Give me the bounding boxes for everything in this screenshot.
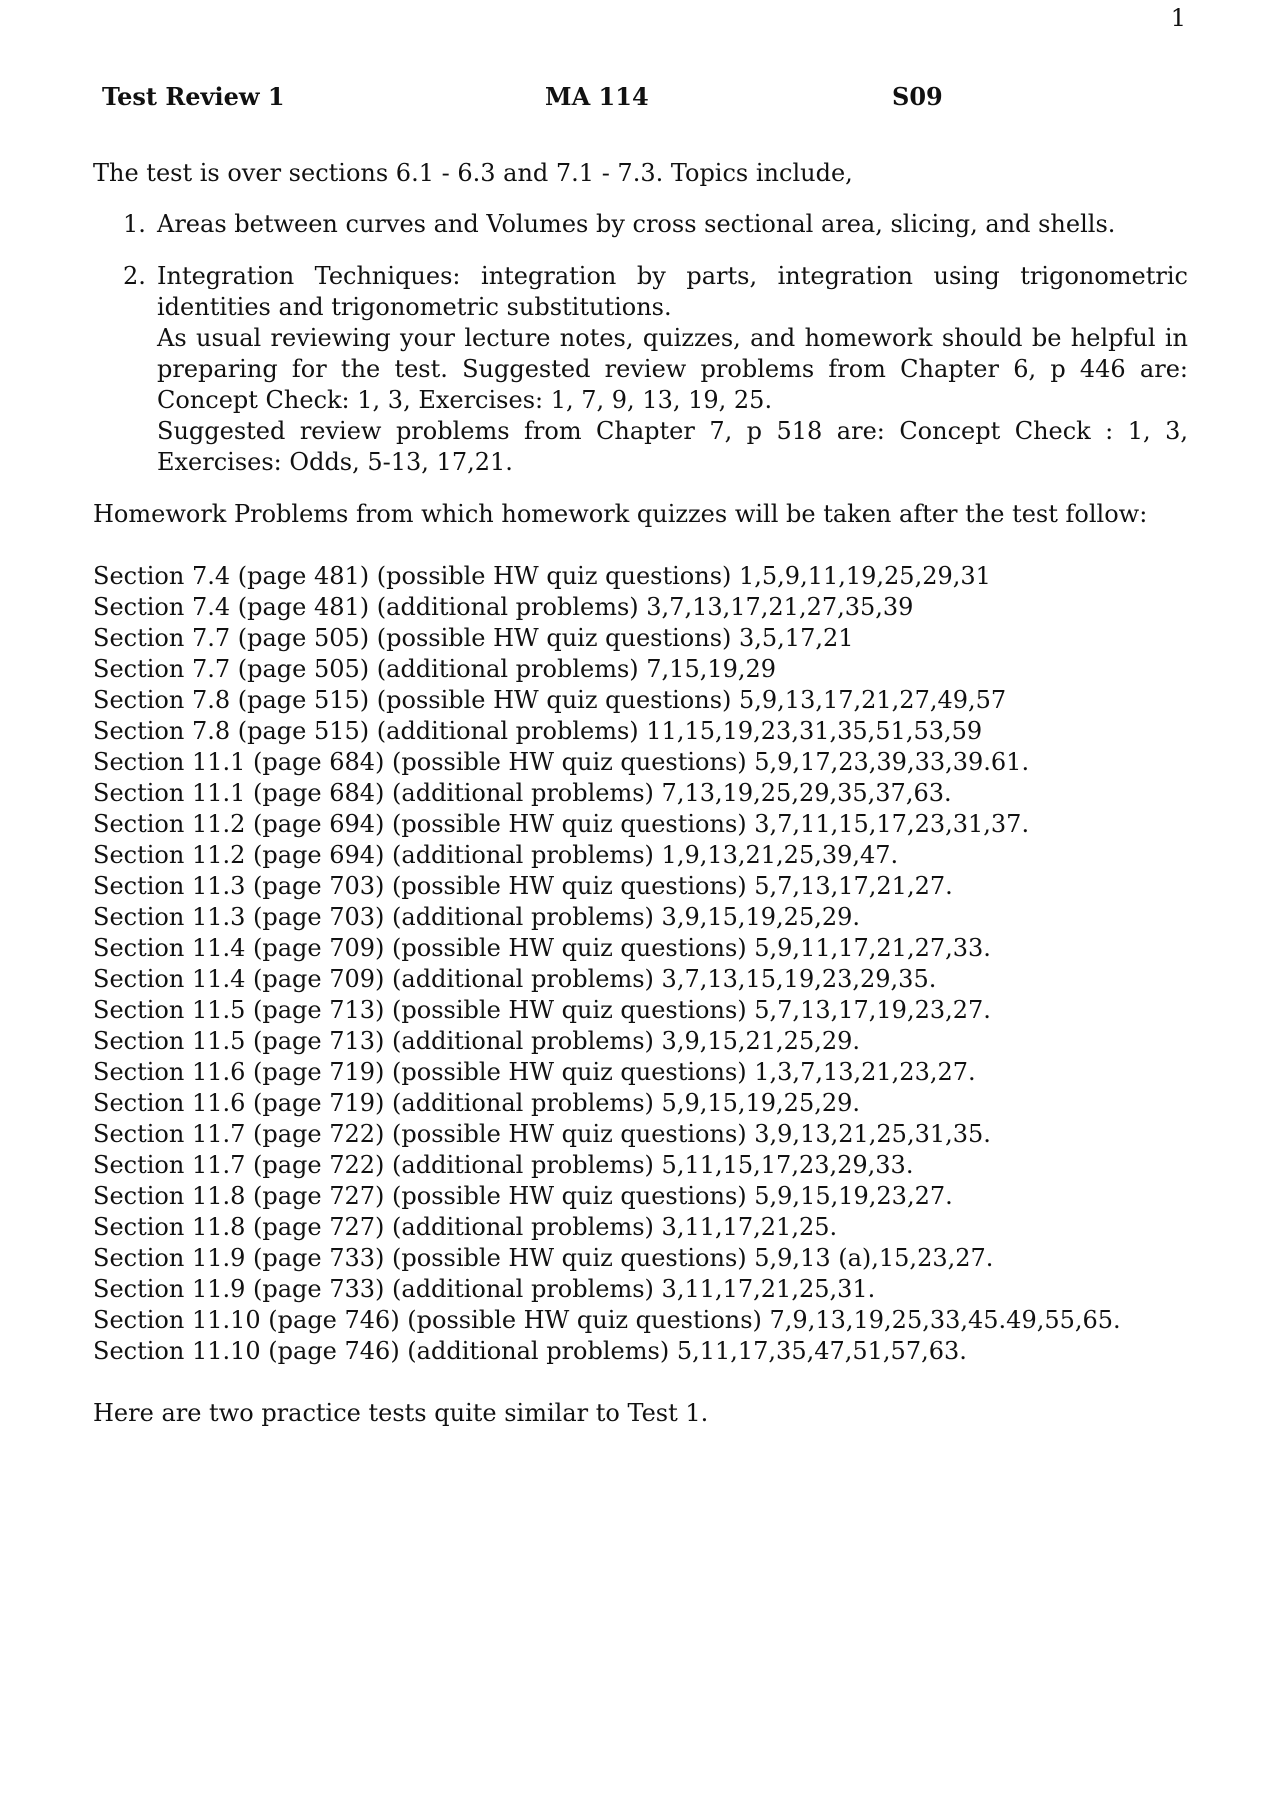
homework-intro: Homework Problems from which homework quizzes will be taken after the test follow: [93,500,1148,528]
topic-paragraph: Suggested review problems from Chapter 7, p 518 are: Concept Check : 1, 3, Exercises: Odds, 5-13, 17,21. [157,417,1188,476]
topic-number: 1. [123,210,146,238]
homework-line: Section 11.2 (page 694) (additional problems) 1,9,13,21,25,39,47. [93,841,899,869]
homework-line: Section 11.6 (page 719) (possible HW quiz questions) 1,3,7,13,21,23,27. [93,1058,976,1086]
homework-line: Section 11.3 (page 703) (possible HW quiz questions) 5,7,13,17,21,27. [93,872,953,900]
topic-paragraph: Integration Techniques: integration by parts, integration using trigonometric identities and trigonometric substitutions. [157,262,1188,321]
homework-line: Section 11.1 (page 684) (possible HW quiz questions) 5,9,17,23,39,33,39.61. [93,748,1030,776]
topic-number: 2. [123,262,146,290]
closing-paragraph: Here are two practice tests quite similar to Test 1. [93,1399,709,1427]
topic-item [93,209,1188,240]
course-code: MA 114 [545,82,649,111]
homework-line: Section 7.8 (page 515) (additional problems) 11,15,19,23,31,35,51,53,59 [93,717,983,745]
document-body [93,158,1188,1453]
homework-line: Section 11.8 (page 727) (possible HW quiz questions) 5,9,15,19,23,27. [93,1182,953,1210]
homework-line: Section 11.9 (page 733) (possible HW quiz questions) 5,9,13 (a),15,23,27. [93,1244,994,1272]
homework-line: Section 11.10 (page 746) (possible HW quiz questions) 7,9,13,19,25,33,45.49,55,65. [93,1306,1121,1334]
homework-line: Section 11.2 (page 694) (possible HW quiz questions) 3,7,11,15,17,23,31,37. [93,810,1030,838]
homework-line: Section 11.4 (page 709) (possible HW quiz questions) 5,9,11,17,21,27,33. [93,934,991,962]
homework-line: Section 11.3 (page 703) (additional problems) 3,9,15,19,25,29. [93,903,861,931]
homework-line: Section 7.4 (page 481) (additional problems) 3,7,13,17,21,27,35,39 [93,593,914,621]
homework-list [93,561,1188,1367]
topic-paragraph: As usual reviewing your lecture notes, quizzes, and homework should be helpful in preparing for the test. Suggested review problems from Chapter 6, p 446 are: Concept Check: 1, 3, Exercises: 1, 7, 9, 13, 19, 25. [157,324,1188,414]
homework-line: Section 11.4 (page 709) (additional problems) 3,7,13,15,19,23,29,35. [93,965,937,993]
homework-line: Section 7.4 (page 481) (possible HW quiz questions) 1,5,9,11,19,25,29,31 [93,562,991,590]
homework-line: Section 11.8 (page 727) (additional problems) 3,11,17,21,25. [93,1213,838,1241]
homework-line: Section 11.5 (page 713) (possible HW quiz questions) 5,7,13,17,19,23,27. [93,996,991,1024]
intro-paragraph: The test is over sections 6.1 - 6.3 and 7.1 - 7.3. Topics include, [93,159,853,187]
homework-line: Section 11.7 (page 722) (additional problems) 5,11,15,17,23,29,33. [93,1151,914,1179]
homework-line: Section 11.10 (page 746) (additional problems) 5,11,17,35,47,51,57,63. [93,1337,967,1365]
page-number: 1 [1170,4,1186,32]
term-code: S09 [892,82,943,111]
homework-line: Section 7.7 (page 505) (additional problems) 7,15,19,29 [93,655,777,683]
homework-line: Section 11.1 (page 684) (additional problems) 7,13,19,25,29,35,37,63. [93,779,952,807]
topic-item [93,261,1188,478]
homework-line: Section 7.8 (page 515) (possible HW quiz questions) 5,9,13,17,21,27,49,57 [93,686,1007,714]
homework-line: Section 11.7 (page 722) (possible HW quiz questions) 3,9,13,21,25,31,35. [93,1120,991,1148]
topic-paragraph: Areas between curves and Volumes by cross sectional area, slicing, and shells. [157,210,1116,238]
topics-list [93,209,1188,478]
document-title: Test Review 1 [102,82,285,111]
homework-line: Section 11.9 (page 733) (additional problems) 3,11,17,21,25,31. [93,1275,876,1303]
homework-line: Section 7.7 (page 505) (possible HW quiz questions) 3,5,17,21 [93,624,854,652]
document-header [102,82,1002,118]
homework-line: Section 11.5 (page 713) (additional problems) 3,9,15,21,25,29. [93,1027,861,1055]
homework-line: Section 11.6 (page 719) (additional problems) 5,9,15,19,25,29. [93,1089,861,1117]
